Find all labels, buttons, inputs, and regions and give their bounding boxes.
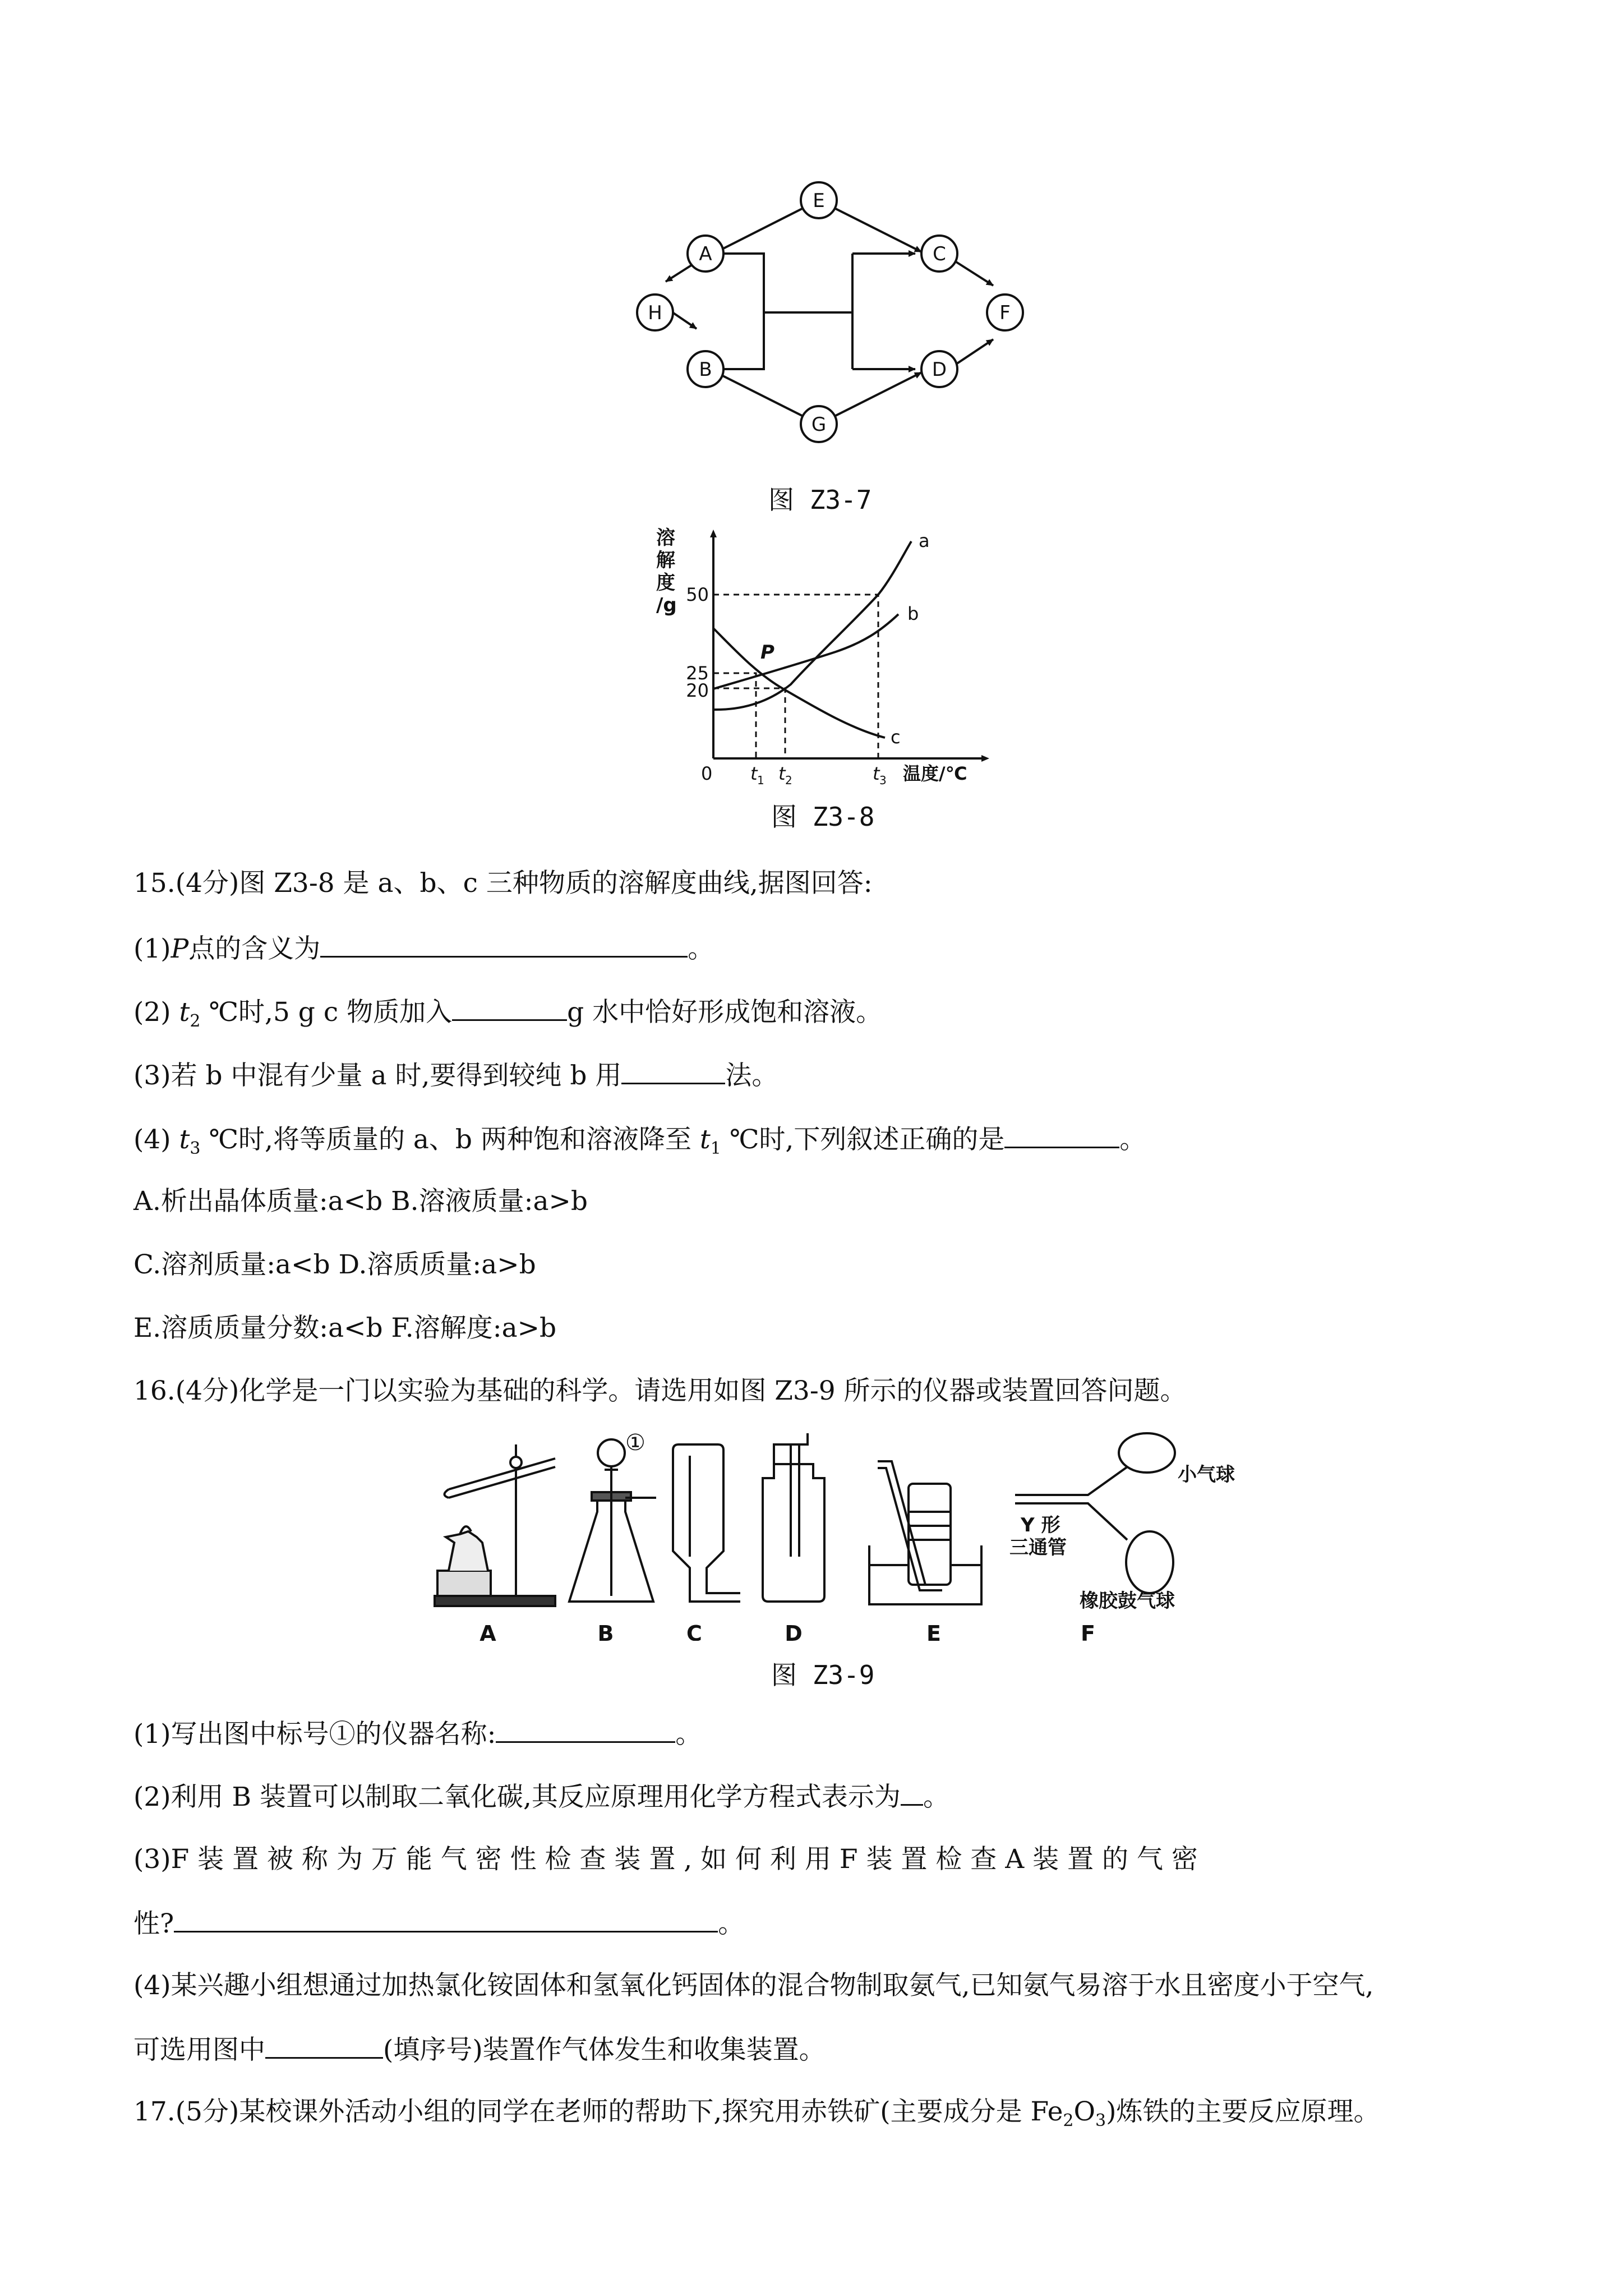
- label-rubber-balloon: 橡胶鼓气球: [1080, 1590, 1175, 1612]
- q17-stem-pre: 17.(5分)某校课外活动小组的同学在老师的帮助下,探究用赤铁矿(主要成分是 Fe: [133, 2096, 1063, 2127]
- q16-p1-end: 。: [675, 1719, 702, 1750]
- apparatus-f: [1015, 1433, 1175, 1593]
- q17-stem: [133, 2095, 1380, 2138]
- apparatus-label-c: C: [686, 1621, 702, 1641]
- q15-p3-answer-blank[interactable]: [621, 1058, 725, 1084]
- q15-option-ab: A.析出晶体质量:a<b B.溶液质量:a>b: [133, 1186, 588, 1217]
- x-tick-t1-sub: 1: [757, 774, 764, 787]
- q15-p4-text: ℃时,下列叙述正确的是: [721, 1124, 1005, 1155]
- q17-sub-a: 2: [1063, 2111, 1074, 2131]
- edge-e-a: [714, 205, 810, 253]
- q17-sub-b: 3: [1095, 2111, 1106, 2131]
- y-label-char-2: 解: [656, 549, 675, 572]
- q15-p4-answer-blank[interactable]: [1004, 1122, 1119, 1148]
- apparatus-label-b: B: [597, 1621, 614, 1641]
- q15-p1-point: P: [170, 933, 189, 964]
- figure-z3-9-caption: 图 Z3-9: [771, 1660, 875, 1690]
- q16-p2-answer-blank[interactable]: [901, 1779, 923, 1806]
- q15-p1-answer-blank[interactable]: [320, 931, 688, 958]
- connector-left: [723, 254, 764, 369]
- q15-p3-text: (3)若 b 中混有少量 a 时,要得到较纯 b 用: [133, 1060, 622, 1091]
- q16-part3-line1: (3)F 装 置 被 称 为 万 能 气 密 性 检 查 装 置 , 如 何 利 用 F 装 置 检 查 A 装 置 的 气 密: [133, 1844, 1198, 1875]
- q16-p2-text: (2)利用 B 装置可以制取二氧化碳,其反应原理用化学方程式表示为: [133, 1782, 901, 1812]
- q15-p1-end: 。: [688, 933, 714, 964]
- y-tick-25: 25: [686, 662, 709, 684]
- q15-p2-answer-blank[interactable]: [452, 995, 567, 1021]
- q15-p2-t: t: [179, 997, 190, 1028]
- q15-p2-prefix: (2): [133, 997, 179, 1028]
- q17-mid: O: [1073, 2096, 1096, 2127]
- q15-p1-text: 点的含义为: [188, 933, 321, 964]
- q15-p4-t1: t: [699, 1124, 711, 1155]
- apparatus-a: [435, 1444, 555, 1606]
- y-tick-20: 20: [686, 680, 709, 701]
- apparatus-label-d: D: [785, 1621, 803, 1641]
- apparatus-label-f: F: [1081, 1621, 1095, 1641]
- edge-g-d: [828, 372, 921, 420]
- q16-p3-answer-blank[interactable]: [174, 1906, 718, 1932]
- q15-part3: [133, 1058, 778, 1093]
- solubility-chart: [651, 522, 1009, 791]
- figure-z3-9-apparatus: [426, 1428, 1239, 1641]
- node-label-c: C: [933, 243, 946, 265]
- q17-stem-post: )炼铁的主要反应原理。: [1106, 2096, 1380, 2127]
- q16-p2-end: 。: [923, 1782, 949, 1812]
- node-label-e: E: [813, 190, 825, 212]
- origin-label: 0: [701, 763, 713, 784]
- q16-part3-line2: [133, 1906, 744, 1941]
- q15-p4-end: 。: [1119, 1124, 1146, 1155]
- y-label-char-3: 度: [656, 572, 675, 594]
- q16-part2: [133, 1779, 949, 1814]
- q16-part1: [133, 1717, 702, 1751]
- x-axis-label: 温度/℃: [903, 763, 967, 784]
- curve-label-c: c: [891, 726, 901, 748]
- y-tick-50: 50: [686, 584, 709, 605]
- node-label-f: F: [999, 302, 1011, 324]
- x-tick-t1: t: [750, 763, 758, 784]
- q15-p2-sub: 2: [190, 1011, 201, 1031]
- node-label-b: B: [699, 358, 712, 381]
- edge-e-c: [828, 205, 921, 252]
- curve-c: [713, 628, 885, 738]
- q15-part4: [133, 1122, 1146, 1166]
- q16-p3-prefix: 性?: [133, 1908, 174, 1939]
- x-tick-t3-sub: 3: [879, 774, 887, 787]
- q16-p4-suffix: (填序号)装置作气体发生和收集装置。: [383, 2035, 826, 2065]
- node-label-d: D: [932, 358, 947, 381]
- apparatus-e: [869, 1461, 981, 1604]
- x-tick-t2: t: [778, 763, 786, 784]
- q16-part4-line1: (4)某兴趣小组想通过加热氯化铵固体和氢氧化钙固体的混合物制取氨气,已知氨气易溶于水且密度小于空气,: [133, 1970, 1374, 2001]
- q15-p4-mid: ℃时,将等质量的 a、b 两种饱和溶液降至: [200, 1124, 700, 1155]
- q15-p1-prefix: (1): [133, 933, 171, 964]
- label-small-balloon: 小气球: [1178, 1464, 1235, 1486]
- curve-a-line: [713, 541, 911, 710]
- point-p-label: P: [760, 641, 774, 664]
- x-tick-t2-sub: 2: [785, 774, 792, 787]
- apparatus-b: [569, 1439, 656, 1602]
- q15-p4-sub1: 1: [710, 1139, 721, 1158]
- q15-p3-end: 法。: [725, 1060, 778, 1091]
- q16-stem: 16.(4分)化学是一门以实验为基础的科学。请选用如图 Z3-9 所示的仪器或装置回答问题。: [133, 1375, 1187, 1406]
- q16-p1-text: (1)写出图中标号①的仪器名称:: [133, 1719, 496, 1750]
- edge-d-f: [956, 339, 993, 364]
- label-circle-one: ①: [625, 1430, 645, 1456]
- node-label-g: G: [811, 413, 827, 436]
- q15-p2-text: ℃时,5 g c 物质加入: [200, 997, 453, 1028]
- node-label-a: A: [699, 243, 712, 265]
- label-y-tube-1: Y 形: [1021, 1514, 1061, 1536]
- y-label-char-4: /g: [656, 594, 677, 616]
- figure-z3-8-caption: 图 Z3-8: [771, 802, 875, 832]
- x-tick-t3: t: [873, 763, 880, 784]
- edge-g-b: [715, 372, 810, 420]
- q15-p4-sub3: 3: [190, 1139, 201, 1158]
- q15-p2-end: g 水中恰好形成饱和溶液。: [567, 997, 883, 1028]
- node-label-h: H: [648, 302, 662, 324]
- guide-20-t2: [713, 688, 785, 758]
- q15-part2: [133, 995, 882, 1038]
- q16-p4-prefix: 可选用图中: [133, 2035, 265, 2065]
- q15-part1: [133, 931, 714, 966]
- q15-p4-prefix: (4): [133, 1124, 179, 1155]
- q16-p1-answer-blank[interactable]: [496, 1717, 675, 1743]
- q16-part4-line2: [133, 2032, 826, 2067]
- curve-label-b: b: [907, 603, 919, 624]
- figure-z3-7-diagram: [594, 174, 1043, 454]
- label-y-tube-2: 三通管: [1009, 1536, 1067, 1559]
- edge-c-f: [956, 262, 993, 286]
- apparatus-label-e: E: [926, 1621, 941, 1641]
- y-label-char-1: 溶: [656, 527, 675, 549]
- curve-b: [713, 614, 898, 689]
- curve-label-a: a: [919, 530, 930, 551]
- apparatus-d: [763, 1433, 824, 1602]
- apparatus-label-a: A: [479, 1621, 496, 1641]
- figure-z3-7-caption: 图 Z3-7: [768, 485, 872, 515]
- q15-p4-t3: t: [179, 1124, 190, 1155]
- apparatus-c: [673, 1444, 740, 1602]
- q15-stem: 15.(4分)图 Z3-8 是 a、b、c 三种物质的溶解度曲线,据图回答:: [133, 868, 873, 899]
- q15-option-ef: E.溶质质量分数:a<b F.溶解度:a>b: [133, 1313, 557, 1343]
- q16-p4-answer-blank[interactable]: [265, 2032, 383, 2059]
- q15-option-cd: C.溶剂质量:a<b D.溶质质量:a>b: [133, 1249, 536, 1280]
- q16-p3-end: 。: [718, 1908, 745, 1939]
